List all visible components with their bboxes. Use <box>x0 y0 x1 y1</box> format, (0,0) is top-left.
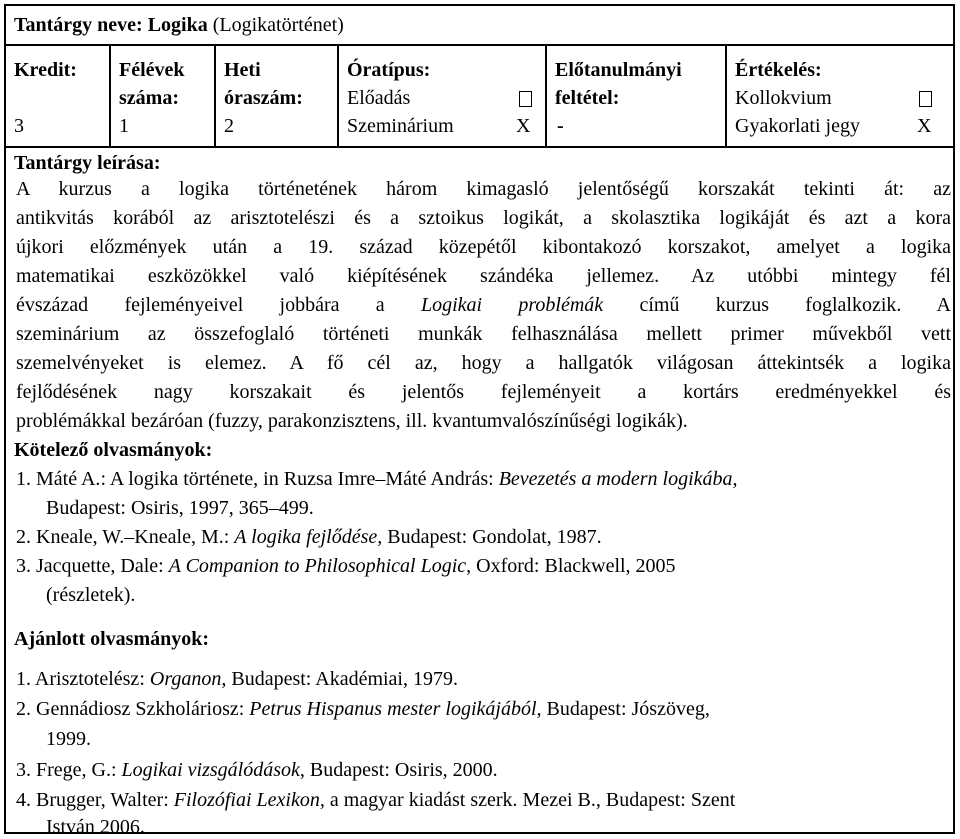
kotelezo-item-2-pre: : <box>223 526 230 548</box>
ajanlott-item-3-author: Frege, G. <box>36 759 111 781</box>
kotelezo-heading: Kötelező olvasmányok: <box>14 439 213 461</box>
oratipus-szeminarium-mark[interactable]: X <box>516 115 531 137</box>
leiras-line-3: újkori előzmények után a 19. század közepétől kibontakozó korszakot, amelyet a logika <box>16 236 951 258</box>
ertekeles-cell <box>727 46 953 146</box>
ajanlott-item-3-title: Logikai vizsgálódások <box>121 759 300 781</box>
header-row <box>6 46 953 148</box>
elotan-label-2: feltétel: <box>555 87 620 109</box>
kotelezo-item-3 <box>16 555 676 578</box>
ajanlott-item-3 <box>16 759 498 782</box>
felevek-label-2: száma: <box>119 87 179 109</box>
ajanlott-item-2 <box>16 698 710 721</box>
ajanlott-item-2-cont: 1999. <box>46 728 91 750</box>
kotelezo-item-2-num: 2. <box>16 526 31 548</box>
ertekeles-kollokvium-checkbox[interactable] <box>919 91 932 107</box>
ajanlott-item-2-author: Gennádiosz Szkholáriosz <box>36 698 239 720</box>
leiras-line-5-post: című kurzus foglalkozik. A <box>639 294 951 316</box>
kotelezo-item-3-pre: : <box>158 555 164 577</box>
title-row <box>6 6 953 46</box>
leiras-line-4: matematikai eszközökkel való kiépítésének szándéka jellemez. Az utóbbi mintegy fél <box>16 265 951 287</box>
felevek-label-1: Félévek <box>119 59 185 81</box>
title-label: Tantárgy neve: <box>14 14 143 36</box>
kotelezo-item-3-author: Jacquette, Dale <box>36 555 159 577</box>
ajanlott-item-2-num: 2. <box>16 698 31 720</box>
ajanlott-item-1-title: Organon, <box>149 668 227 690</box>
kotelezo-item-1 <box>16 468 738 491</box>
kredit-label: Kredit: <box>14 59 77 81</box>
ajanlott-item-2-title: Petrus Hispanus mester logikájából, <box>249 698 542 720</box>
ajanlott-item-4-cont: István 2006. <box>46 816 145 838</box>
ajanlott-item-1-num: 1. <box>16 668 31 690</box>
ajanlott-item-1-author: Arisztotelész <box>34 668 140 690</box>
leiras-line-8: fejlődésének nagy korszakait és jelentős fejleményeit a kortárs eredményekkel és <box>16 381 951 403</box>
kotelezo-item-1-num: 1. <box>16 468 31 490</box>
course-title <box>14 14 344 37</box>
ajanlott-item-3-pre: : <box>110 759 117 781</box>
leiras-line-7: szemelvényeket is elemez. A fő cél az, hogy a hallgatók világosan áttekintsék a logika <box>16 352 951 374</box>
ajanlott-item-1-post: Budapest: Akadémiai, 1979. <box>231 668 458 690</box>
leiras-line-5-pre: évszázad fejleményeivel jobbára a <box>16 294 385 316</box>
kredit-cell <box>6 46 111 146</box>
ajanlott-item-2-post: Budapest: Jószöveg, <box>546 698 710 720</box>
kotelezo-item-3-title: A Companion to Philosophical Logic <box>168 555 467 577</box>
elotan-cell <box>547 46 727 146</box>
kotelezo-item-1-cont: Budapest: Osiris, 1997, 365–499. <box>46 497 314 519</box>
kotelezo-item-1-author: Máté A. <box>36 468 101 490</box>
leiras-line-5 <box>16 294 951 324</box>
felevek-value: 1 <box>119 115 129 137</box>
leiras-line-6: szeminárium az összefoglaló történeti munkák felhasználása mellett primer művekből vett <box>16 323 951 345</box>
ajanlott-heading: Ajánlott olvasmányok: <box>14 628 210 650</box>
leiras-line-1: A kurzus a logika történetének három kimagasló jelentőségű korszakát tekinti át: az <box>16 178 951 200</box>
heti-label-1: Heti <box>224 59 261 81</box>
ajanlott-item-4-pre: : <box>163 789 169 811</box>
kotelezo-item-3-num: 3. <box>16 555 31 577</box>
kotelezo-item-1-title: Bevezetés a modern logikába, <box>498 468 738 490</box>
kotelezo-item-3-cont: (részletek). <box>46 584 136 606</box>
ertekeles-option-kollokvium: Kollokvium <box>735 87 832 109</box>
kotelezo-item-2-title: A logika fejlődése, <box>234 526 383 548</box>
oratipus-option-eloadas: Előadás <box>347 87 411 109</box>
elotan-label-1: Előtanulmányi <box>555 59 682 81</box>
leiras-line-5-italic: Logikai problémák <box>420 294 604 316</box>
ajanlott-item-4 <box>16 789 735 812</box>
ertekeles-gyakorlati-mark[interactable]: X <box>917 115 932 137</box>
leiras-line-9: problémákkal bezáróan (fuzzy, parakonzisztens, ill. kvantumvalószínűségi logikák). <box>16 410 688 432</box>
heti-value: 2 <box>224 115 234 137</box>
felevek-cell <box>111 46 216 146</box>
ajanlott-item-4-author: Brugger, Walter <box>36 789 164 811</box>
kotelezo-item-1-pre: : A logika története, in Ruzsa Imre–Máté András: <box>100 468 494 490</box>
ajanlott-item-4-num: 4. <box>16 789 31 811</box>
elotan-value: - <box>557 115 564 137</box>
ertekeles-option-gyakorlati: Gyakorlati jegy <box>735 115 860 137</box>
oratipus-label: Óratípus: <box>347 59 431 81</box>
heti-label-2: óraszám: <box>224 87 303 109</box>
kotelezo-item-2-post: Budapest: Gondolat, 1987. <box>387 526 602 548</box>
ertekeles-label: Értékelés: <box>735 59 822 81</box>
oratipus-eloadas-checkbox[interactable] <box>519 91 532 107</box>
kotelezo-item-2 <box>16 526 602 549</box>
heti-cell <box>216 46 339 146</box>
kotelezo-item-2-author: Kneale, W.–Kneale, M. <box>36 526 224 548</box>
ajanlott-item-3-num: 3. <box>16 759 31 781</box>
oratipus-option-szeminarium: Szeminárium <box>347 115 454 137</box>
leiras-line-2: antikvitás korából az arisztotelészi és a sztoikus logikát, a skolasztika logikáját és azt a kora <box>16 207 951 229</box>
ajanlott-item-1-pre: : <box>139 668 145 690</box>
ajanlott-item-2-pre: : <box>238 698 245 720</box>
title-value: Logika <box>147 14 208 36</box>
ajanlott-item-1 <box>16 668 458 691</box>
kotelezo-item-3-post: , Oxford: Blackwell, 2005 <box>466 555 676 577</box>
ajanlott-item-4-title: Filozófiai Lexikon, <box>173 789 325 811</box>
kredit-value: 3 <box>14 115 24 137</box>
leiras-heading: Tantárgy leírása: <box>14 152 161 174</box>
oratipus-cell <box>339 46 547 146</box>
ajanlott-item-3-post: , Budapest: Osiris, 2000. <box>299 759 498 781</box>
course-sheet <box>4 4 955 838</box>
title-paren: (Logikatörténet) <box>212 14 344 36</box>
ajanlott-item-4-post: a magyar kiadást szerk. Mezei B., Budapest: Szent <box>329 789 736 811</box>
